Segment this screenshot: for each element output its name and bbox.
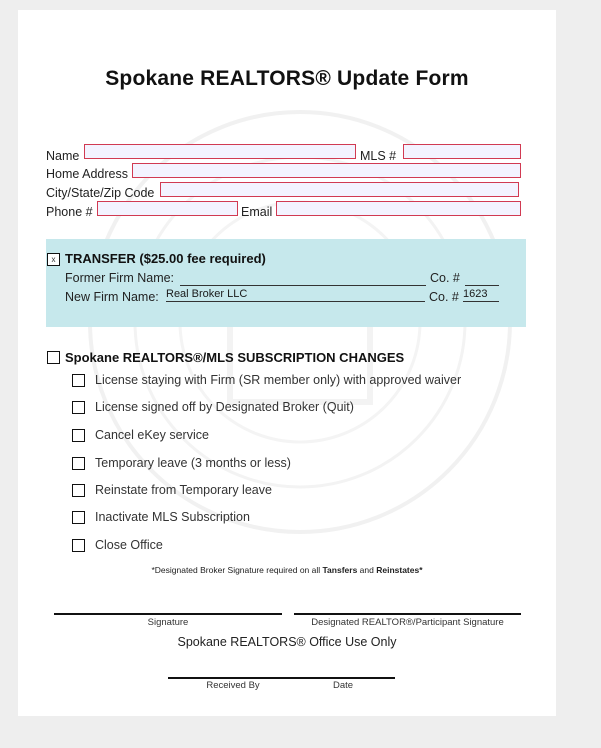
option-checkbox-close-office[interactable] <box>72 539 85 552</box>
new-co-label: Co. # <box>429 290 459 304</box>
office-use-heading: Spokane REALTORS® Office Use Only <box>177 635 397 649</box>
option-label-inactivate: Inactivate MLS Subscription <box>95 510 250 524</box>
subscription-checkbox[interactable] <box>47 351 60 364</box>
email-field[interactable] <box>276 201 521 216</box>
city-state-zip-field[interactable] <box>160 182 519 197</box>
transfer-checkbox[interactable]: x <box>47 253 60 266</box>
former-firm-field[interactable] <box>180 271 426 286</box>
option-checkbox-waiver[interactable] <box>72 374 85 387</box>
name-field[interactable] <box>84 144 356 159</box>
option-label-quit: License signed off by Designated Broker (Quit) <box>95 400 354 414</box>
date-label: Date <box>332 680 354 691</box>
new-firm-field[interactable]: Real Broker LLC <box>166 287 425 302</box>
transfer-heading: TRANSFER ($25.00 fee required) <box>65 251 266 266</box>
option-label-reinstate: Reinstate from Temporary leave <box>95 483 272 497</box>
signature-line[interactable] <box>54 613 282 615</box>
phone-label: Phone # <box>46 205 93 219</box>
former-co-field[interactable] <box>465 271 499 286</box>
note-middle: and <box>357 565 377 575</box>
former-firm-label: Former Firm Name: <box>65 271 175 285</box>
option-label-temp-leave: Temporary leave (3 months or less) <box>95 456 291 470</box>
broker-signature-note <box>18 565 556 575</box>
option-checkbox-temp-leave[interactable] <box>72 457 85 470</box>
option-checkbox-ekey[interactable] <box>72 429 85 442</box>
form-title: Spokane REALTORS® Update Form <box>105 67 469 90</box>
mls-label: MLS # <box>360 149 397 163</box>
mls-field[interactable] <box>403 144 521 159</box>
received-by-line[interactable] <box>168 677 395 679</box>
home-address-label: Home Address <box>46 167 128 181</box>
option-label-close-office: Close Office <box>95 538 163 552</box>
option-checkbox-quit[interactable] <box>72 401 85 414</box>
new-co-field[interactable]: 1623 <box>463 287 499 302</box>
designated-signature-line[interactable] <box>294 613 521 615</box>
form-page <box>18 10 556 716</box>
note-transfers: Tansfers <box>322 565 358 575</box>
phone-field[interactable] <box>97 201 238 216</box>
option-label-waiver: License staying with Firm (SR member only) with approved waiver <box>95 373 462 387</box>
signature-label: Signature <box>147 617 189 628</box>
former-co-label: Co. # <box>430 271 460 285</box>
city-state-zip-label: City/State/Zip Code <box>46 186 155 200</box>
option-checkbox-inactivate[interactable] <box>72 511 85 524</box>
email-label: Email <box>241 205 273 219</box>
designated-signature-label: Designated REALTOR®/Participant Signature <box>311 617 504 628</box>
home-address-field[interactable] <box>132 163 521 178</box>
note-prefix: *Designated Broker Signature required on all <box>151 565 323 575</box>
option-label-ekey: Cancel eKey service <box>95 428 209 442</box>
subscription-heading: Spokane REALTORS®/MLS SUBSCRIPTION CHANGES <box>65 350 405 365</box>
note-reinstates: Reinstates <box>376 565 420 575</box>
received-by-label: Received By <box>206 680 260 691</box>
option-checkbox-reinstate[interactable] <box>72 484 85 497</box>
new-firm-label: New Firm Name: <box>65 290 159 304</box>
name-label: Name <box>46 149 80 163</box>
note-suffix: * <box>419 565 423 575</box>
